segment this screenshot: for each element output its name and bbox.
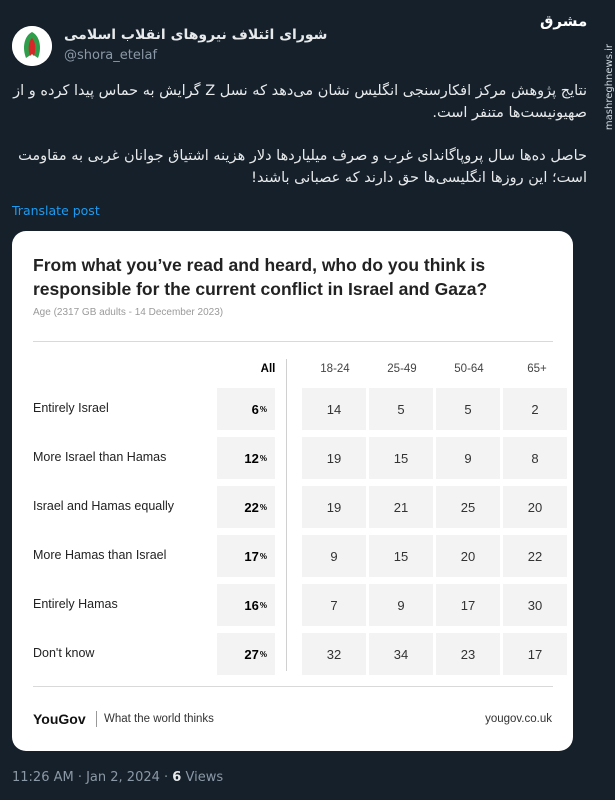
row-label: Entirely Hamas [33,597,118,611]
yougov-logo: YouGov [33,711,86,727]
cell-value: 20 [436,535,500,577]
row-label: Don't know [33,646,95,660]
column-header: 50-64 [454,363,484,375]
cell-all [217,535,275,577]
poll-question-title: From what you’ve read and heard, who do you think is responsible for the current conflict in Israel and Gaza? [33,255,488,299]
cell-value: 9 [369,584,433,626]
cell-all-value: 12 [244,450,259,466]
cell-value: 22 [503,535,567,577]
account-handle[interactable]: @shora_etelaf [64,48,158,63]
percent-sign: % [259,502,267,512]
divider [33,686,553,687]
percent-sign: % [259,649,267,659]
cell-value: 30 [503,584,567,626]
cell-all-value: 6 [251,401,259,417]
row-label: More Israel than Hamas [33,450,167,464]
column-header: 65+ [527,363,547,375]
tweet-paragraph: نتایج پژوهش مرکز افکارسنجی انگلیس نشان می‌دهد که نسل Z گرایش به حماس پیدا کرده و از صهیونیست‌ها متنفر است. [13,83,587,121]
divider [33,341,553,342]
cell-all-value: 22 [244,499,259,515]
cell-all [217,584,275,626]
footer-separator [96,711,97,727]
views-count: 6 [172,770,182,785]
cell-all [217,437,275,479]
cell-all-value: 27 [244,646,259,662]
cell-value: 19 [302,437,366,479]
cell-all-value: 17 [244,548,259,564]
cell-value: 5 [436,388,500,430]
percent-sign: % [259,404,267,414]
cell-value: 19 [302,486,366,528]
cell-value: 7 [302,584,366,626]
post-timestamp[interactable]: 11:26 AM · Jan 2, 2024 · [12,770,173,785]
cell-value: 25 [436,486,500,528]
poll-subtitle: Age (2317 GB adults - 14 December 2023) [33,307,224,318]
cell-all [217,633,275,675]
footer-url: yougov.co.uk [485,713,552,725]
cell-value: 20 [503,486,567,528]
account-name[interactable]: شورای ائتلاف نیروهای انقلاب اسلامی [64,27,328,43]
poll-image-card[interactable] [12,231,573,751]
cell-value: 15 [369,535,433,577]
avatar[interactable] [12,26,52,66]
cell-value: 23 [436,633,500,675]
tweet-paragraph: حاصل ده‌ها سال پروپاگاندای غرب و صرف میلیاردها دلار هزینه اشتیاق جوانان غربی به مقاومت است؛ این روزها انگلیسی‌ها حق دارند که عصبانی باشند! [18,148,587,186]
cell-value: 17 [503,633,567,675]
column-header: 18-24 [320,363,350,375]
cell-all [217,388,275,430]
mashregh-watermark-logo: مشرق [540,12,588,30]
cell-value: 8 [503,437,567,479]
cell-value: 9 [436,437,500,479]
views-label: Views [181,770,224,785]
cell-value: 14 [302,388,366,430]
row-label: More Hamas than Israel [33,548,167,562]
cell-value: 34 [369,633,433,675]
row-label: Israel and Hamas equally [33,499,175,513]
row-label: Entirely Israel [33,401,109,415]
cell-value: 15 [369,437,433,479]
post-meta [12,770,223,785]
percent-sign: % [259,453,267,463]
cell-value: 2 [503,388,567,430]
cell-all-value: 16 [244,597,259,613]
cell-value: 9 [302,535,366,577]
percent-sign: % [259,551,267,561]
shora-logo-icon [12,26,52,66]
column-header-all: All [260,363,276,375]
cell-all [217,486,275,528]
column-divider [286,359,287,671]
percent-sign: % [259,600,267,610]
footer-tagline: What the world thinks [104,713,214,725]
cell-value: 17 [436,584,500,626]
tweet-text [12,80,587,210]
translate-post-link[interactable]: Translate post [12,203,100,218]
cell-value: 5 [369,388,433,430]
watermark-side-text: mashreghnews.ir [604,44,615,131]
cell-value: 21 [369,486,433,528]
column-header: 25-49 [387,363,417,375]
cell-value: 32 [302,633,366,675]
